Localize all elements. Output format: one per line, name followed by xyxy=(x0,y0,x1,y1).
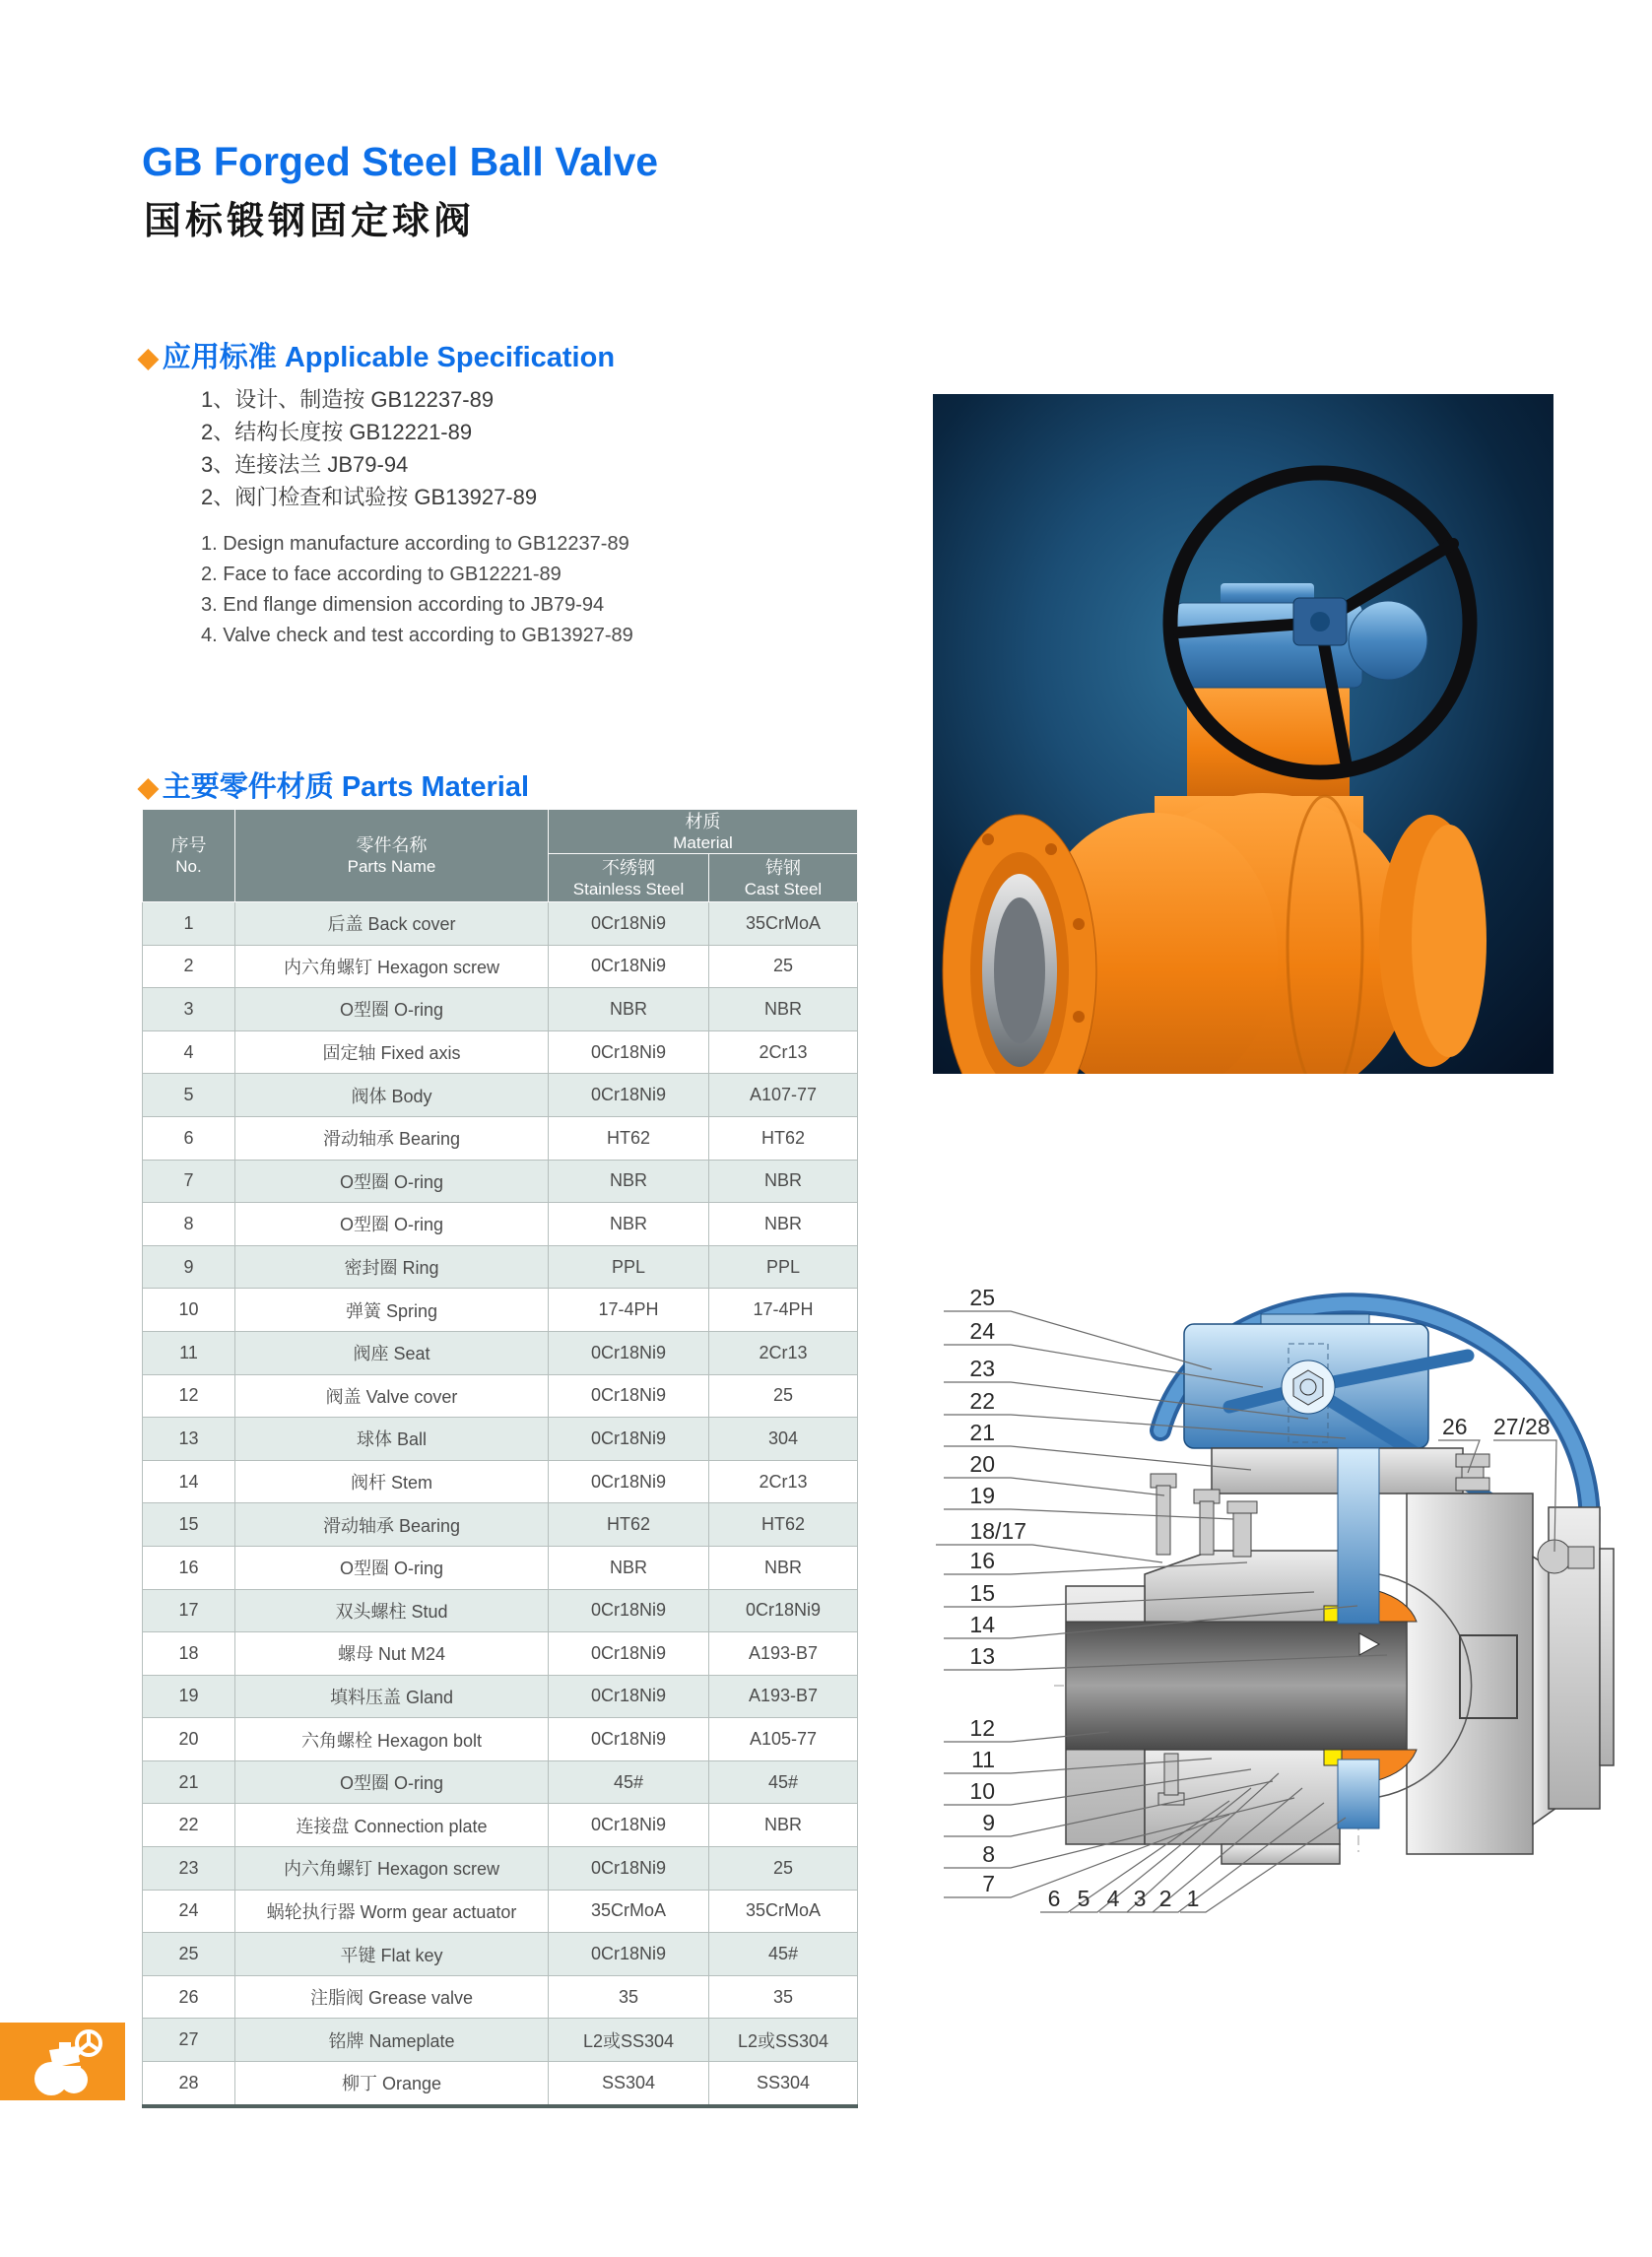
cell-stainless: L2或SS304 xyxy=(549,2019,709,2062)
cell-stainless: 17-4PH xyxy=(549,1289,709,1332)
callout-12: 12 xyxy=(969,1715,995,1741)
cell-stainless: NBR xyxy=(549,1203,709,1246)
callout-10: 10 xyxy=(969,1778,995,1804)
cell-stainless: 0Cr18Ni9 xyxy=(549,945,709,988)
cell-cast: NBR xyxy=(709,1203,858,1246)
cell-cast: 25 xyxy=(709,945,858,988)
cell-part-name: O型圈 O-ring xyxy=(235,988,549,1031)
cell-no: 21 xyxy=(143,1760,235,1804)
cell-no: 2 xyxy=(143,945,235,988)
callout-20: 20 xyxy=(969,1451,995,1477)
col-header-stainless-steel: 不绣钢 Stainless Steel xyxy=(549,854,709,902)
cell-stainless: 0Cr18Ni9 xyxy=(549,1847,709,1891)
cross-section-graphic xyxy=(916,1261,1645,1921)
cell-part-name: 密封圈 Ring xyxy=(235,1245,549,1289)
callout-23: 23 xyxy=(969,1356,995,1381)
callout-15: 15 xyxy=(969,1580,995,1606)
cell-part-name: 阀盖 Valve cover xyxy=(235,1374,549,1418)
diamond-icon: ◆ xyxy=(138,772,159,802)
hub-nut xyxy=(1282,1361,1335,1414)
spec-heading-en: Applicable Specification xyxy=(284,342,616,373)
cell-stainless: 0Cr18Ni9 xyxy=(549,1804,709,1847)
table-row xyxy=(143,1331,858,1374)
cell-part-name: O型圈 O-ring xyxy=(235,1546,549,1589)
cell-no: 8 xyxy=(143,1203,235,1246)
table-row xyxy=(143,1374,858,1418)
callout-21: 21 xyxy=(969,1420,995,1445)
cell-no: 24 xyxy=(143,1890,235,1933)
cell-part-name: 填料压盖 Gland xyxy=(235,1675,549,1718)
parts-material-table-wrap xyxy=(142,809,857,2108)
callout-24: 24 xyxy=(969,1318,995,1344)
callout-1: 1 xyxy=(1186,1886,1200,1911)
table-row xyxy=(143,1847,858,1891)
spec-list-item-en: 1. Design manufacture according to GB12237-89 xyxy=(201,533,629,555)
cell-no: 26 xyxy=(143,1975,235,2019)
cell-no: 23 xyxy=(143,1847,235,1891)
parts-material-table xyxy=(142,809,858,2108)
callout-5: 5 xyxy=(1077,1886,1090,1911)
table-row xyxy=(143,1804,858,1847)
table-row xyxy=(143,1074,858,1117)
cell-stainless: HT62 xyxy=(549,1116,709,1160)
cell-cast: HT62 xyxy=(709,1116,858,1160)
callout-7: 7 xyxy=(982,1871,995,1896)
cell-stainless: 0Cr18Ni9 xyxy=(549,1933,709,1976)
table-row xyxy=(143,1546,858,1589)
cell-stainless: 0Cr18Ni9 xyxy=(549,1589,709,1632)
cell-stainless: NBR xyxy=(549,988,709,1031)
callout-6: 6 xyxy=(1047,1886,1061,1911)
table-row xyxy=(143,1760,858,1804)
table-row xyxy=(143,1503,858,1547)
cell-stainless: 0Cr18Ni9 xyxy=(549,1718,709,1761)
table-row xyxy=(143,902,858,946)
callout-11: 11 xyxy=(971,1747,995,1772)
spec-list-item-zh: 3、连接法兰 JB79-94 xyxy=(201,452,409,477)
cell-part-name: 双头螺柱 Stud xyxy=(235,1589,549,1632)
cell-stainless: 0Cr18Ni9 xyxy=(549,1418,709,1461)
table-row xyxy=(143,1289,858,1332)
valve-cross-section-diagram xyxy=(916,1261,1645,1921)
spec-list-item-zh: 2、结构长度按 GB12221-89 xyxy=(201,420,473,444)
bore-passage xyxy=(1066,1622,1407,1750)
cell-no: 22 xyxy=(143,1804,235,1847)
table-row xyxy=(143,1245,858,1289)
cell-cast: PPL xyxy=(709,1245,858,1289)
callout-16: 16 xyxy=(969,1548,995,1573)
cell-cast: 35CrMoA xyxy=(709,1890,858,1933)
cell-cast: HT62 xyxy=(709,1503,858,1547)
valve-photo xyxy=(933,394,1553,1074)
cell-cast: 304 xyxy=(709,1418,858,1461)
cell-stainless: NBR xyxy=(549,1546,709,1589)
cell-no: 16 xyxy=(143,1546,235,1589)
table-row xyxy=(143,1460,858,1503)
parts-table-body xyxy=(143,902,858,2106)
cell-cast: 45# xyxy=(709,1760,858,1804)
cell-part-name: 滑动轴承 Bearing xyxy=(235,1116,549,1160)
callout-13: 13 xyxy=(969,1643,995,1669)
table-row xyxy=(143,1589,858,1632)
table-row xyxy=(143,1632,858,1676)
cell-part-name: 滑动轴承 Bearing xyxy=(235,1503,549,1547)
cell-stainless: 0Cr18Ni9 xyxy=(549,1030,709,1074)
cell-cast: A193-B7 xyxy=(709,1675,858,1718)
cell-no: 3 xyxy=(143,988,235,1031)
table-row xyxy=(143,1933,858,1976)
table-row xyxy=(143,1890,858,1933)
cell-part-name: 内六角螺钉 Hexagon screw xyxy=(235,945,549,988)
spec-list-zh xyxy=(201,383,537,513)
callout-26: 26 xyxy=(1442,1414,1468,1439)
table-row xyxy=(143,945,858,988)
callout-14: 14 xyxy=(969,1612,995,1637)
cell-cast: 2Cr13 xyxy=(709,1331,858,1374)
cell-stainless: 45# xyxy=(549,1760,709,1804)
table-row xyxy=(143,1718,858,1761)
cell-no: 14 xyxy=(143,1460,235,1503)
cell-stainless: NBR xyxy=(549,1160,709,1203)
callout-18-17: 18/17 xyxy=(969,1518,1026,1544)
cell-stainless: 0Cr18Ni9 xyxy=(549,1675,709,1718)
cell-part-name: 球体 Ball xyxy=(235,1418,549,1461)
cell-stainless: 0Cr18Ni9 xyxy=(549,1374,709,1418)
table-row xyxy=(143,1203,858,1246)
cell-part-name: 阀杆 Stem xyxy=(235,1460,549,1503)
cell-stainless: 0Cr18Ni9 xyxy=(549,1331,709,1374)
cell-no: 4 xyxy=(143,1030,235,1074)
cell-cast: 25 xyxy=(709,1374,858,1418)
brand-logo xyxy=(0,2023,125,2100)
callout-8: 8 xyxy=(982,1841,995,1867)
cell-cast: NBR xyxy=(709,1546,858,1589)
cell-no: 18 xyxy=(143,1632,235,1676)
cell-no: 7 xyxy=(143,1160,235,1203)
spec-list-item-en: 4. Valve check and test according to GB13927-89 xyxy=(201,625,633,646)
cell-no: 12 xyxy=(143,1374,235,1418)
spec-section-heading xyxy=(138,335,615,375)
cell-part-name: 弹簧 Spring xyxy=(235,1289,549,1332)
callout-22: 22 xyxy=(969,1388,995,1414)
cell-part-name: 阀座 Seat xyxy=(235,1331,549,1374)
diamond-icon: ◆ xyxy=(138,343,159,372)
cell-no: 15 xyxy=(143,1503,235,1547)
cell-cast: 45# xyxy=(709,1933,858,1976)
cell-no: 13 xyxy=(143,1418,235,1461)
page-subtitle: 国标锻钢固定球阀 xyxy=(144,201,476,242)
cell-part-name: 螺母 Nut M24 xyxy=(235,1632,549,1676)
cell-part-name: O型圈 O-ring xyxy=(235,1760,549,1804)
cell-part-name: 后盖 Back cover xyxy=(235,902,549,946)
callout-4: 4 xyxy=(1106,1886,1120,1911)
cell-cast: NBR xyxy=(709,988,858,1031)
cell-part-name: 注脂阀 Grease valve xyxy=(235,1975,549,2019)
cell-part-name: 阀体 Body xyxy=(235,1074,549,1117)
cell-stainless: 35 xyxy=(549,1975,709,2019)
spec-list-item-zh: 2、阀门检查和试验按 GB13927-89 xyxy=(201,485,538,509)
cell-cast: SS304 xyxy=(709,2062,858,2106)
cell-stainless: PPL xyxy=(549,1245,709,1289)
handwheel-hub xyxy=(1293,598,1347,645)
cell-stainless: SS304 xyxy=(549,2062,709,2106)
spec-list-item-en: 3. End flange dimension according to JB79-94 xyxy=(201,594,605,616)
cell-cast: 2Cr13 xyxy=(709,1030,858,1074)
cell-cast: NBR xyxy=(709,1804,858,1847)
cell-part-name: O型圈 O-ring xyxy=(235,1203,549,1246)
cell-cast: A105-77 xyxy=(709,1718,858,1761)
cell-no: 5 xyxy=(143,1074,235,1117)
table-row xyxy=(143,1675,858,1718)
table-row xyxy=(143,2062,858,2106)
cell-part-name: O型圈 O-ring xyxy=(235,1160,549,1203)
cell-cast: L2或SS304 xyxy=(709,2019,858,2062)
cell-part-name: 蜗轮执行器 Worm gear actuator xyxy=(235,1890,549,1933)
cell-no: 11 xyxy=(143,1331,235,1374)
table-row xyxy=(143,988,858,1031)
cell-stainless: HT62 xyxy=(549,1503,709,1547)
callout-27-28: 27/28 xyxy=(1493,1414,1551,1439)
page-title: GB Forged Steel Ball Valve xyxy=(142,139,659,184)
cell-cast: A193-B7 xyxy=(709,1632,858,1676)
col-header-parts-name: 零件名称 Parts Name xyxy=(235,810,549,902)
cell-no: 27 xyxy=(143,2019,235,2062)
spec-list-item-en: 2. Face to face according to GB12221-89 xyxy=(201,564,562,585)
cell-no: 19 xyxy=(143,1675,235,1718)
table-row xyxy=(143,1116,858,1160)
cell-stainless: 0Cr18Ni9 xyxy=(549,1460,709,1503)
parts-heading-en: Parts Material xyxy=(341,771,530,803)
col-header-cast-steel: 铸钢 Cast Steel xyxy=(709,854,858,902)
valve-photo-graphic xyxy=(933,394,1553,1074)
cell-cast: 0Cr18Ni9 xyxy=(709,1589,858,1632)
col-header-material: 材质 Material xyxy=(549,810,858,854)
callout-25: 25 xyxy=(969,1285,995,1310)
cell-stainless: 35CrMoA xyxy=(549,1890,709,1933)
cell-stainless: 0Cr18Ni9 xyxy=(549,1074,709,1117)
cell-part-name: 柳丁 Orange xyxy=(235,2062,549,2106)
table-row xyxy=(143,2019,858,2062)
cell-part-name: 内六角螺钉 Hexagon screw xyxy=(235,1847,549,1891)
table-row xyxy=(143,1160,858,1203)
cell-part-name: 铭牌 Nameplate xyxy=(235,2019,549,2062)
callout-19: 19 xyxy=(969,1483,995,1508)
cell-no: 10 xyxy=(143,1289,235,1332)
callout-9: 9 xyxy=(982,1810,995,1835)
cell-part-name: 连接盘 Connection plate xyxy=(235,1804,549,1847)
cell-no: 17 xyxy=(143,1589,235,1632)
table-row xyxy=(143,1418,858,1461)
callout-2: 2 xyxy=(1158,1886,1172,1911)
cell-cast: 2Cr13 xyxy=(709,1460,858,1503)
cell-cast: 25 xyxy=(709,1847,858,1891)
cell-part-name: 平键 Flat key xyxy=(235,1933,549,1976)
parts-heading-zh: 主要零件材质 xyxy=(162,771,334,803)
cell-stainless: 0Cr18Ni9 xyxy=(549,1632,709,1676)
parts-section-heading xyxy=(138,764,529,805)
cell-part-name: 固定轴 Fixed axis xyxy=(235,1030,549,1074)
cell-no: 1 xyxy=(143,902,235,946)
cell-cast: A107-77 xyxy=(709,1074,858,1117)
cell-cast: 35CrMoA xyxy=(709,902,858,946)
table-row xyxy=(143,1975,858,2019)
table-row xyxy=(143,1030,858,1074)
cell-no: 6 xyxy=(143,1116,235,1160)
spec-list-item-zh: 1、设计、制造按 GB12237-89 xyxy=(201,387,495,412)
cell-cast: 17-4PH xyxy=(709,1289,858,1332)
cell-stainless: 0Cr18Ni9 xyxy=(549,902,709,946)
cell-part-name: 六角螺栓 Hexagon bolt xyxy=(235,1718,549,1761)
col-header-no: 序号 No. xyxy=(143,810,235,902)
callout-3: 3 xyxy=(1133,1886,1147,1911)
cell-no: 9 xyxy=(143,1245,235,1289)
spec-heading-zh: 应用标准 xyxy=(162,342,277,373)
cell-cast: 35 xyxy=(709,1975,858,2019)
spec-list-en xyxy=(201,529,633,651)
cell-cast: NBR xyxy=(709,1160,858,1203)
cell-no: 28 xyxy=(143,2062,235,2106)
valve-logo-icon xyxy=(0,2023,125,2100)
cell-no: 25 xyxy=(143,1933,235,1976)
cell-no: 20 xyxy=(143,1718,235,1761)
